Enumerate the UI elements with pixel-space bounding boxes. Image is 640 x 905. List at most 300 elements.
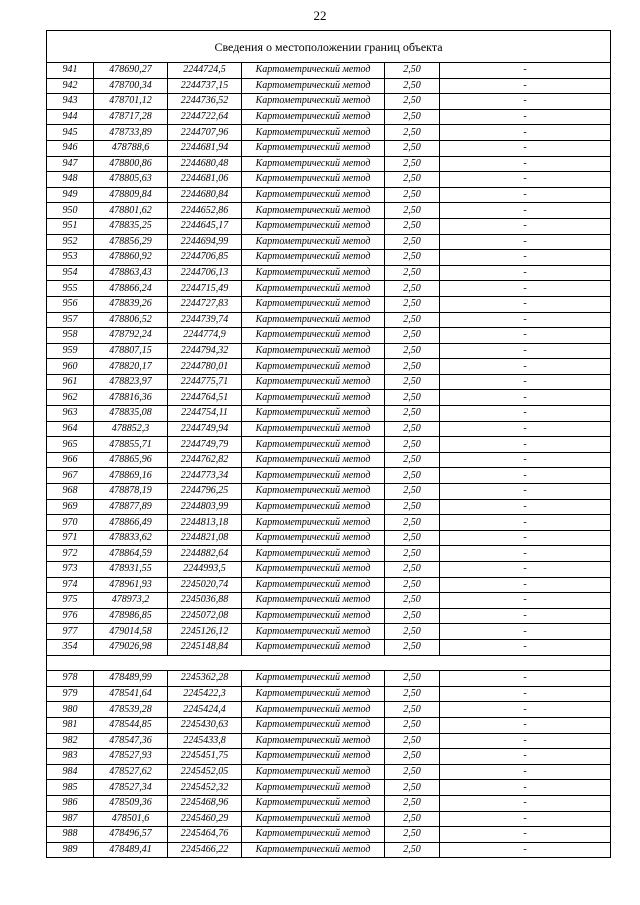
method-cell: Картометрический метод (242, 780, 385, 796)
point-number-cell: 951 (47, 218, 94, 234)
point-number-cell: 941 (47, 63, 94, 79)
table-title: Сведения о местоположении границ объекта (47, 31, 611, 63)
point-number-cell: 961 (47, 374, 94, 390)
point-number-cell: 977 (47, 624, 94, 640)
x-coordinate-cell: 478839,26 (94, 296, 168, 312)
x-coordinate-cell: 478501,6 (94, 811, 168, 827)
x-coordinate-cell: 478801,62 (94, 203, 168, 219)
method-cell: Картометрический метод (242, 359, 385, 375)
method-cell: Картометрический метод (242, 671, 385, 687)
y-coordinate-cell: 2245466,22 (168, 842, 242, 858)
point-number-cell: 950 (47, 203, 94, 219)
y-coordinate-cell: 2245430,63 (168, 717, 242, 733)
point-number-cell: 982 (47, 733, 94, 749)
note-cell: - (440, 328, 611, 344)
method-cell: Картометрический метод (242, 795, 385, 811)
method-cell: Картометрический метод (242, 125, 385, 141)
note-cell: - (440, 717, 611, 733)
point-number-cell: 944 (47, 109, 94, 125)
accuracy-cell: 2,50 (385, 328, 440, 344)
method-cell: Картометрический метод (242, 406, 385, 422)
note-cell: - (440, 421, 611, 437)
accuracy-cell: 2,50 (385, 109, 440, 125)
note-cell: - (440, 639, 611, 655)
method-cell: Картометрический метод (242, 281, 385, 297)
accuracy-cell: 2,50 (385, 811, 440, 827)
x-coordinate-cell: 478690,27 (94, 63, 168, 79)
method-cell: Картометрический метод (242, 717, 385, 733)
y-coordinate-cell: 2244749,94 (168, 421, 242, 437)
table-row (47, 515, 611, 531)
note-cell: - (440, 250, 611, 266)
x-coordinate-cell: 478700,34 (94, 78, 168, 94)
note-cell: - (440, 140, 611, 156)
method-cell: Картометрический метод (242, 234, 385, 250)
y-coordinate-cell: 2244681,06 (168, 172, 242, 188)
note-cell: - (440, 374, 611, 390)
method-cell: Картометрический метод (242, 562, 385, 578)
point-number-cell: 948 (47, 172, 94, 188)
accuracy-cell: 2,50 (385, 530, 440, 546)
table-row (47, 312, 611, 328)
x-coordinate-cell: 478544,85 (94, 717, 168, 733)
point-number-cell: 949 (47, 187, 94, 203)
method-cell: Картометрический метод (242, 172, 385, 188)
table-row (47, 281, 611, 297)
y-coordinate-cell: 2245148,84 (168, 639, 242, 655)
method-cell: Картометрический метод (242, 702, 385, 718)
table-row (47, 125, 611, 141)
accuracy-cell: 2,50 (385, 78, 440, 94)
method-cell: Картометрический метод (242, 733, 385, 749)
note-cell: - (440, 390, 611, 406)
method-cell: Картометрический метод (242, 577, 385, 593)
method-cell: Картометрический метод (242, 187, 385, 203)
method-cell: Картометрический метод (242, 764, 385, 780)
y-coordinate-cell: 2244652,86 (168, 203, 242, 219)
note-cell: - (440, 94, 611, 110)
point-number-cell: 960 (47, 359, 94, 375)
method-cell: Картометрический метод (242, 203, 385, 219)
y-coordinate-cell: 2244645,17 (168, 218, 242, 234)
method-cell: Картометрический метод (242, 530, 385, 546)
point-number-cell: 965 (47, 437, 94, 453)
accuracy-cell: 2,50 (385, 265, 440, 281)
x-coordinate-cell: 478866,49 (94, 515, 168, 531)
x-coordinate-cell: 478823,97 (94, 374, 168, 390)
x-coordinate-cell: 478527,93 (94, 749, 168, 765)
accuracy-cell: 2,50 (385, 717, 440, 733)
point-number-cell: 957 (47, 312, 94, 328)
note-cell: - (440, 203, 611, 219)
point-number-cell: 966 (47, 452, 94, 468)
point-number-cell: 945 (47, 125, 94, 141)
method-cell: Картометрический метод (242, 312, 385, 328)
point-number-cell: 988 (47, 827, 94, 843)
x-coordinate-cell: 478869,16 (94, 468, 168, 484)
point-number-cell: 954 (47, 265, 94, 281)
table-row (47, 109, 611, 125)
point-number-cell: 955 (47, 281, 94, 297)
accuracy-cell: 2,50 (385, 312, 440, 328)
note-cell: - (440, 530, 611, 546)
note-cell: - (440, 827, 611, 843)
table-row (47, 265, 611, 281)
point-number-cell: 984 (47, 764, 94, 780)
accuracy-cell: 2,50 (385, 795, 440, 811)
x-coordinate-cell: 478496,57 (94, 827, 168, 843)
method-cell: Картометрический метод (242, 390, 385, 406)
table-row (47, 63, 611, 79)
method-cell: Картометрический метод (242, 468, 385, 484)
accuracy-cell: 2,50 (385, 390, 440, 406)
table-row (47, 499, 611, 515)
x-coordinate-cell: 478489,99 (94, 671, 168, 687)
x-coordinate-cell: 478865,96 (94, 452, 168, 468)
method-cell: Картометрический метод (242, 218, 385, 234)
accuracy-cell: 2,50 (385, 296, 440, 312)
point-number-cell: 976 (47, 608, 94, 624)
table-row (47, 374, 611, 390)
y-coordinate-cell: 2244680,84 (168, 187, 242, 203)
method-cell: Картометрический метод (242, 250, 385, 266)
point-number-cell: 973 (47, 562, 94, 578)
point-number-cell: 987 (47, 811, 94, 827)
point-number-cell: 980 (47, 702, 94, 718)
x-coordinate-cell: 478806,52 (94, 312, 168, 328)
point-number-cell: 354 (47, 639, 94, 655)
y-coordinate-cell: 2244722,64 (168, 109, 242, 125)
x-coordinate-cell: 478541,64 (94, 686, 168, 702)
note-cell: - (440, 109, 611, 125)
accuracy-cell: 2,50 (385, 780, 440, 796)
y-coordinate-cell: 2244706,85 (168, 250, 242, 266)
x-coordinate-cell: 478527,62 (94, 764, 168, 780)
note-cell: - (440, 125, 611, 141)
point-number-cell: 986 (47, 795, 94, 811)
note-cell: - (440, 811, 611, 827)
method-cell: Картометрический метод (242, 328, 385, 344)
point-number-cell: 968 (47, 484, 94, 500)
table-row (47, 390, 611, 406)
y-coordinate-cell: 2245460,29 (168, 811, 242, 827)
x-coordinate-cell: 478800,86 (94, 156, 168, 172)
y-coordinate-cell: 2245020,74 (168, 577, 242, 593)
accuracy-cell: 2,50 (385, 94, 440, 110)
note-cell: - (440, 515, 611, 531)
note-cell: - (440, 406, 611, 422)
x-coordinate-cell: 478860,92 (94, 250, 168, 266)
accuracy-cell: 2,50 (385, 187, 440, 203)
table-body (47, 31, 611, 858)
accuracy-cell: 2,50 (385, 156, 440, 172)
x-coordinate-cell: 478835,25 (94, 218, 168, 234)
note-cell: - (440, 452, 611, 468)
method-cell: Картометрический метод (242, 343, 385, 359)
point-number-cell: 953 (47, 250, 94, 266)
accuracy-cell: 2,50 (385, 515, 440, 531)
table-row (47, 608, 611, 624)
table-row (47, 686, 611, 702)
method-cell: Картометрический метод (242, 63, 385, 79)
method-cell: Картометрический метод (242, 593, 385, 609)
point-number-cell: 958 (47, 328, 94, 344)
x-coordinate-cell: 478878,19 (94, 484, 168, 500)
point-number-cell: 952 (47, 234, 94, 250)
note-cell: - (440, 265, 611, 281)
accuracy-cell: 2,50 (385, 406, 440, 422)
x-coordinate-cell: 478701,12 (94, 94, 168, 110)
table-row (47, 421, 611, 437)
table-row (47, 530, 611, 546)
x-coordinate-cell: 478547,36 (94, 733, 168, 749)
note-cell: - (440, 468, 611, 484)
method-cell: Картометрический метод (242, 265, 385, 281)
accuracy-cell: 2,50 (385, 608, 440, 624)
accuracy-cell: 2,50 (385, 281, 440, 297)
point-number-cell: 946 (47, 140, 94, 156)
y-coordinate-cell: 2245422,3 (168, 686, 242, 702)
point-number-cell: 972 (47, 546, 94, 562)
table-row (47, 452, 611, 468)
table-row (47, 593, 611, 609)
point-number-cell: 970 (47, 515, 94, 531)
method-cell: Картометрический метод (242, 109, 385, 125)
y-coordinate-cell: 2245126,12 (168, 624, 242, 640)
method-cell: Картометрический метод (242, 686, 385, 702)
table-row (47, 842, 611, 858)
accuracy-cell: 2,50 (385, 671, 440, 687)
accuracy-cell: 2,50 (385, 203, 440, 219)
point-number-cell: 942 (47, 78, 94, 94)
y-coordinate-cell: 2245468,96 (168, 795, 242, 811)
method-cell: Картометрический метод (242, 140, 385, 156)
table-row (47, 749, 611, 765)
y-coordinate-cell: 2244775,71 (168, 374, 242, 390)
note-cell: - (440, 733, 611, 749)
point-number-cell: 947 (47, 156, 94, 172)
point-number-cell: 963 (47, 406, 94, 422)
y-coordinate-cell: 2244681,94 (168, 140, 242, 156)
table-row (47, 140, 611, 156)
x-coordinate-cell: 478489,41 (94, 842, 168, 858)
table-row (47, 702, 611, 718)
table-row (47, 187, 611, 203)
y-coordinate-cell: 2244882,64 (168, 546, 242, 562)
table-row (47, 296, 611, 312)
point-number-cell: 983 (47, 749, 94, 765)
table-row (47, 78, 611, 94)
y-coordinate-cell: 2245036,88 (168, 593, 242, 609)
x-coordinate-cell: 478961,93 (94, 577, 168, 593)
accuracy-cell: 2,50 (385, 827, 440, 843)
x-coordinate-cell: 478973,2 (94, 593, 168, 609)
table-row (47, 795, 611, 811)
x-coordinate-cell: 479014,58 (94, 624, 168, 640)
method-cell: Картометрический метод (242, 624, 385, 640)
method-cell: Картометрический метод (242, 484, 385, 500)
note-cell: - (440, 624, 611, 640)
method-cell: Картометрический метод (242, 639, 385, 655)
y-coordinate-cell: 2244780,01 (168, 359, 242, 375)
table-row (47, 343, 611, 359)
accuracy-cell: 2,50 (385, 250, 440, 266)
note-cell: - (440, 172, 611, 188)
x-coordinate-cell: 478855,71 (94, 437, 168, 453)
y-coordinate-cell: 2244706,13 (168, 265, 242, 281)
note-cell: - (440, 577, 611, 593)
y-coordinate-cell: 2244680,48 (168, 156, 242, 172)
x-coordinate-cell: 478717,28 (94, 109, 168, 125)
accuracy-cell: 2,50 (385, 702, 440, 718)
accuracy-cell: 2,50 (385, 374, 440, 390)
accuracy-cell: 2,50 (385, 842, 440, 858)
point-number-cell: 964 (47, 421, 94, 437)
accuracy-cell: 2,50 (385, 499, 440, 515)
table-row (47, 218, 611, 234)
point-number-cell: 974 (47, 577, 94, 593)
point-number-cell: 985 (47, 780, 94, 796)
accuracy-cell: 2,50 (385, 421, 440, 437)
note-cell: - (440, 63, 611, 79)
note-cell: - (440, 593, 611, 609)
section-separator (47, 655, 611, 671)
accuracy-cell: 2,50 (385, 140, 440, 156)
x-coordinate-cell: 478852,3 (94, 421, 168, 437)
table-row (47, 562, 611, 578)
x-coordinate-cell: 478805,63 (94, 172, 168, 188)
note-cell: - (440, 671, 611, 687)
note-cell: - (440, 702, 611, 718)
note-cell: - (440, 156, 611, 172)
x-coordinate-cell: 478833,62 (94, 530, 168, 546)
note-cell: - (440, 608, 611, 624)
x-coordinate-cell: 478807,15 (94, 343, 168, 359)
accuracy-cell: 2,50 (385, 639, 440, 655)
x-coordinate-cell: 478792,24 (94, 328, 168, 344)
method-cell: Картометрический метод (242, 811, 385, 827)
accuracy-cell: 2,50 (385, 484, 440, 500)
y-coordinate-cell: 2244724,5 (168, 63, 242, 79)
method-cell: Картометрический метод (242, 499, 385, 515)
y-coordinate-cell: 2245452,05 (168, 764, 242, 780)
note-cell: - (440, 546, 611, 562)
method-cell: Картометрический метод (242, 437, 385, 453)
x-coordinate-cell: 478539,28 (94, 702, 168, 718)
table-title-row (47, 31, 611, 63)
y-coordinate-cell: 2245464,76 (168, 827, 242, 843)
x-coordinate-cell: 478866,24 (94, 281, 168, 297)
y-coordinate-cell: 2244813,18 (168, 515, 242, 531)
accuracy-cell: 2,50 (385, 234, 440, 250)
method-cell: Картометрический метод (242, 374, 385, 390)
y-coordinate-cell: 2244754,11 (168, 406, 242, 422)
method-cell: Картометрический метод (242, 546, 385, 562)
note-cell: - (440, 281, 611, 297)
method-cell: Картометрический метод (242, 515, 385, 531)
boundary-coordinates-table (46, 30, 611, 858)
point-number-cell: 956 (47, 296, 94, 312)
x-coordinate-cell: 478809,84 (94, 187, 168, 203)
accuracy-cell: 2,50 (385, 468, 440, 484)
table-row (47, 203, 611, 219)
method-cell: Картометрический метод (242, 842, 385, 858)
table-row (47, 328, 611, 344)
y-coordinate-cell: 2244764,51 (168, 390, 242, 406)
method-cell: Картометрический метод (242, 749, 385, 765)
table-row (47, 624, 611, 640)
y-coordinate-cell: 2244993,5 (168, 562, 242, 578)
table-row (47, 577, 611, 593)
table-row (47, 639, 611, 655)
note-cell: - (440, 359, 611, 375)
point-number-cell: 962 (47, 390, 94, 406)
accuracy-cell: 2,50 (385, 733, 440, 749)
table-row (47, 156, 611, 172)
method-cell: Картометрический метод (242, 452, 385, 468)
table-row (47, 172, 611, 188)
y-coordinate-cell: 2244796,25 (168, 484, 242, 500)
accuracy-cell: 2,50 (385, 359, 440, 375)
page-number: 22 (313, 8, 327, 23)
table-row (47, 827, 611, 843)
method-cell: Картометрический метод (242, 608, 385, 624)
note-cell: - (440, 296, 611, 312)
x-coordinate-cell: 479026,98 (94, 639, 168, 655)
x-coordinate-cell: 478509,36 (94, 795, 168, 811)
x-coordinate-cell: 478820,17 (94, 359, 168, 375)
point-number-cell: 989 (47, 842, 94, 858)
table-row (47, 546, 611, 562)
y-coordinate-cell: 2244821,08 (168, 530, 242, 546)
point-number-cell: 971 (47, 530, 94, 546)
accuracy-cell: 2,50 (385, 546, 440, 562)
y-coordinate-cell: 2245072,08 (168, 608, 242, 624)
accuracy-cell: 2,50 (385, 577, 440, 593)
note-cell: - (440, 187, 611, 203)
method-cell: Картометрический метод (242, 827, 385, 843)
accuracy-cell: 2,50 (385, 562, 440, 578)
accuracy-cell: 2,50 (385, 343, 440, 359)
accuracy-cell: 2,50 (385, 749, 440, 765)
section-separator-row (47, 655, 611, 671)
y-coordinate-cell: 2244707,96 (168, 125, 242, 141)
point-number-cell: 975 (47, 593, 94, 609)
method-cell: Картометрический метод (242, 156, 385, 172)
y-coordinate-cell: 2244794,32 (168, 343, 242, 359)
y-coordinate-cell: 2244694,99 (168, 234, 242, 250)
table-row (47, 671, 611, 687)
point-number-cell: 943 (47, 94, 94, 110)
note-cell: - (440, 749, 611, 765)
y-coordinate-cell: 2244773,34 (168, 468, 242, 484)
method-cell: Картометрический метод (242, 94, 385, 110)
accuracy-cell: 2,50 (385, 593, 440, 609)
accuracy-cell: 2,50 (385, 437, 440, 453)
table-row (47, 780, 611, 796)
table-row (47, 484, 611, 500)
accuracy-cell: 2,50 (385, 218, 440, 234)
y-coordinate-cell: 2244727,83 (168, 296, 242, 312)
note-cell: - (440, 343, 611, 359)
x-coordinate-cell: 478986,85 (94, 608, 168, 624)
y-coordinate-cell: 2245452,32 (168, 780, 242, 796)
note-cell: - (440, 234, 611, 250)
point-number-cell: 969 (47, 499, 94, 515)
y-coordinate-cell: 2245451,75 (168, 749, 242, 765)
accuracy-cell: 2,50 (385, 452, 440, 468)
y-coordinate-cell: 2244762,82 (168, 452, 242, 468)
